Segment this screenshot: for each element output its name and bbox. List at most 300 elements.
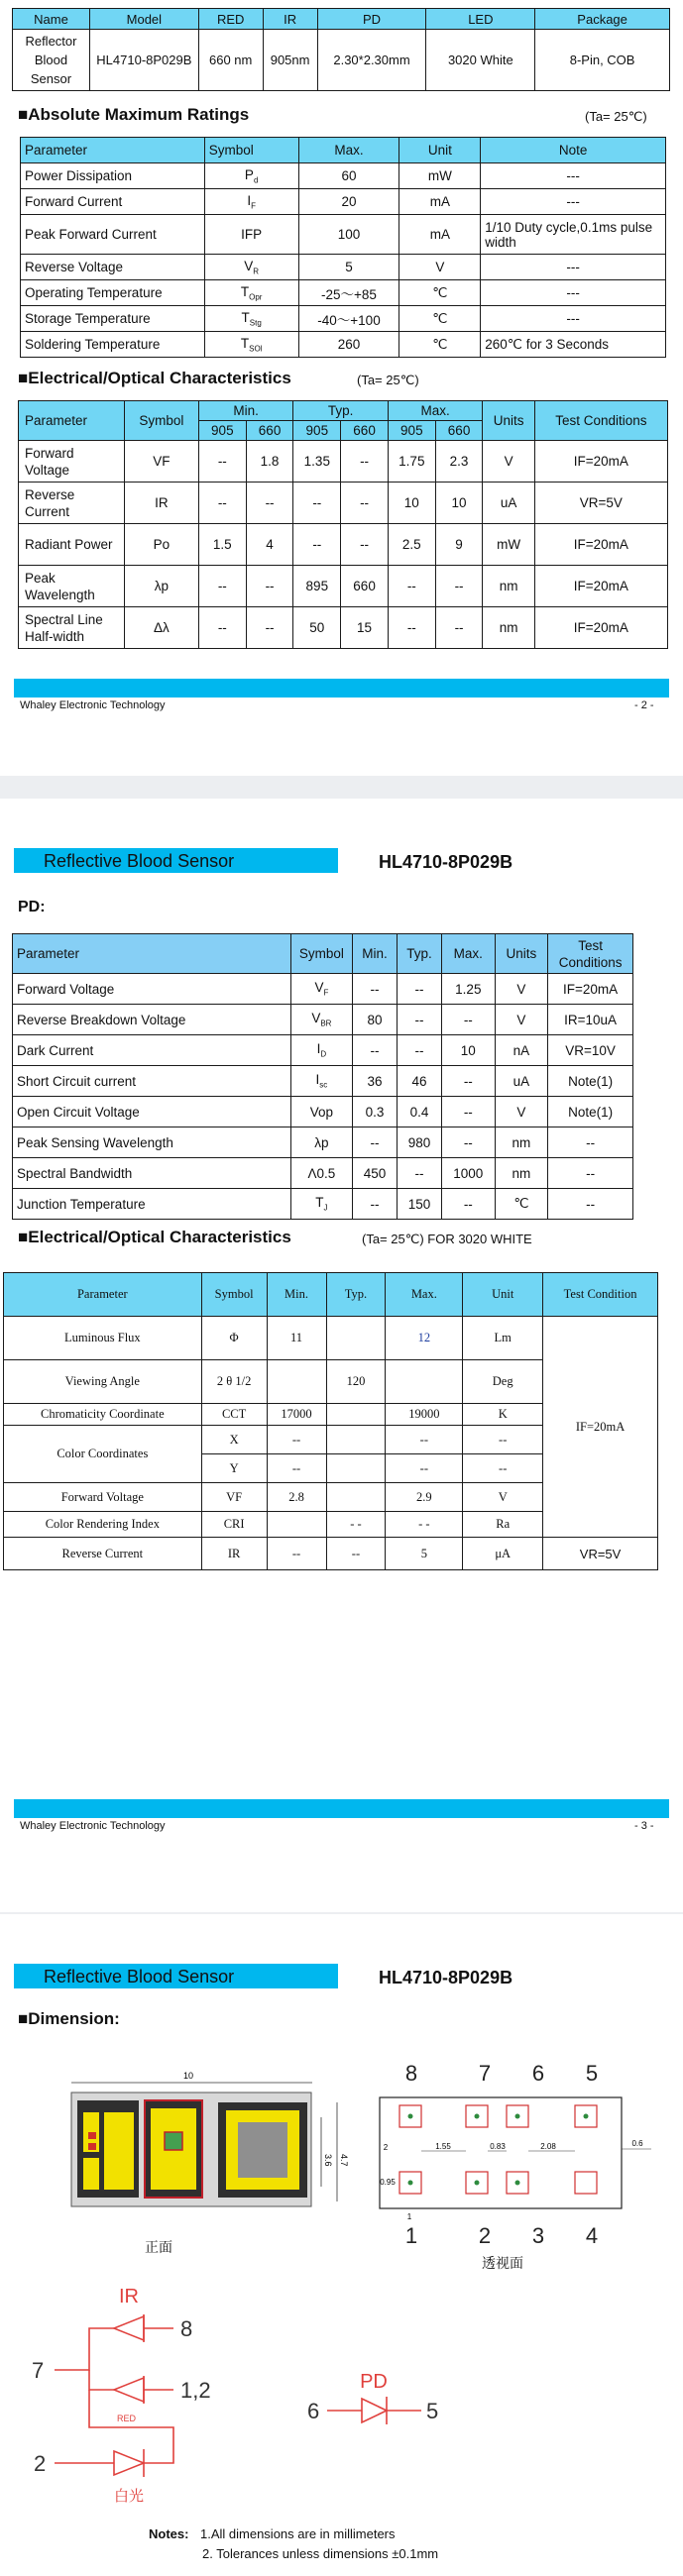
value-cell: 10 [435, 483, 483, 524]
wh-symbol: CRI [201, 1512, 267, 1538]
col-led: LED [426, 9, 535, 30]
cond-cell: IF=20mA [534, 441, 667, 483]
white-label: 白光 [113, 2487, 145, 2505]
pd-h-symbol: Symbol [290, 934, 352, 974]
red-chip [88, 2132, 96, 2139]
param-cell: Open Circuit Voltage [13, 1097, 291, 1127]
unit-cell: V [399, 255, 481, 280]
min-cell: 36 [352, 1066, 397, 1097]
wh-unit: -- [463, 1426, 543, 1454]
value-cell: -- [435, 607, 483, 649]
symbol-cell: λp [124, 566, 198, 607]
notes-label: Notes: [149, 2526, 189, 2541]
wh-h-unit: Unit [463, 1273, 543, 1317]
symbol-subscript: d [253, 175, 259, 185]
dim-0.6-label: 0.6 [631, 2139, 643, 2148]
cond-cell: -- [548, 1189, 633, 1220]
wh-typ [326, 1454, 386, 1483]
wh-h-cond: Test Condition [543, 1273, 658, 1317]
wh-h-typ: Typ. [326, 1273, 386, 1317]
dim-3.6-label: 3.6 [323, 2154, 333, 2167]
page-3 [0, 799, 683, 1912]
unit-cell: V [495, 974, 548, 1005]
typ-cell: -- [398, 1005, 442, 1035]
cond-cell: IR=10uA [548, 1005, 633, 1035]
front-view-drawing [59, 2063, 367, 2221]
wh-symbol: Φ [201, 1317, 267, 1360]
wh-h-max: Max. [386, 1273, 463, 1317]
eo-sub-max-660: 660 [435, 421, 483, 441]
circuit-pin-6: 6 [307, 2399, 320, 2423]
value-cell: -- [198, 566, 246, 607]
abs-h-note: Note [481, 138, 666, 163]
min-cell: -- [352, 1127, 397, 1158]
symbol-subscript: F [323, 988, 329, 998]
via [408, 2114, 413, 2119]
value-cell: -- [198, 441, 246, 483]
circuit-diagram [30, 2281, 466, 2509]
wire [144, 2439, 173, 2463]
value-cell: 1.35 [293, 441, 341, 483]
symbol-cell: IR [124, 483, 198, 524]
table-row [19, 524, 668, 566]
eo-h-param: Parameter [19, 401, 125, 441]
param-cell: Peak Wavelength [19, 566, 125, 607]
min-cell: -- [352, 974, 397, 1005]
param-cell: Forward Current [21, 189, 205, 215]
max-cell: -- [442, 1066, 496, 1097]
param-cell: Peak Sensing Wavelength [13, 1127, 291, 1158]
unit-cell: V [483, 441, 534, 483]
table-row [21, 280, 666, 306]
eo-h-symbol: Symbol [124, 401, 198, 441]
via [475, 2114, 480, 2119]
unit-cell: mW [399, 163, 481, 189]
min-cell: -- [352, 1035, 397, 1066]
value-cell: 4 [246, 524, 293, 566]
footer-bar [14, 1799, 669, 1818]
note-cell: --- [481, 280, 666, 306]
eo-ta: (Ta= 25℃) [357, 373, 419, 387]
dim-1.55-label: 1.55 [435, 2142, 451, 2151]
white-led-table [3, 1272, 658, 1570]
table-row [19, 607, 668, 649]
table-row [13, 1035, 633, 1066]
symbol-cell: $V_R$ [204, 255, 298, 280]
wh-max: 12 [386, 1317, 463, 1360]
eo-h-cond: Test Conditions [534, 401, 667, 441]
max-cell: 60 [298, 163, 399, 189]
cell-pd: 2.30*2.30mm [317, 30, 426, 91]
wh-unit: Lm [463, 1317, 543, 1360]
symbol-cell: $I_{sc}$ [290, 1066, 352, 1097]
wh-param: Color Coordinates [4, 1426, 202, 1483]
pd-diode-icon [362, 2399, 387, 2422]
unit-cell: ℃ [495, 1189, 548, 1220]
max-cell: 100 [298, 215, 399, 255]
unit-cell: mW [483, 524, 534, 566]
back-view-drawing [372, 2053, 659, 2251]
via [584, 2114, 589, 2119]
symbol-subscript: F [251, 201, 256, 211]
cell-package: 8-Pin, COB [535, 30, 670, 91]
abs-max-ta: (Ta= 25℃) [585, 109, 647, 124]
note-cell: --- [481, 306, 666, 332]
wh-cond-if: IF=20mA [543, 1317, 658, 1538]
footer-company: Whaley Electronic Technology [20, 699, 166, 711]
symbol-cell: $T_J$ [290, 1189, 352, 1220]
eo-sub-min-905: 905 [198, 421, 246, 441]
symbol-cell: $T_{Opr}$ [204, 280, 298, 306]
symbol-cell: $P_d$ [204, 163, 298, 189]
param-cell: Radiant Power [19, 524, 125, 566]
cond-cell: IF=20mA [548, 974, 633, 1005]
max-cell: 260 [298, 332, 399, 358]
cond-cell: IF=20mA [534, 524, 667, 566]
max-cell: -40～+100 [298, 306, 399, 332]
header-title-bar: Reflective Blood Sensor [14, 1964, 338, 1988]
value-cell: 1.8 [246, 441, 293, 483]
wh-min: 11 [267, 1317, 326, 1360]
back-view-label: 透视面 [482, 2256, 523, 2272]
table-row [13, 1189, 633, 1220]
symbol-cell: $V_{BR}$ [290, 1005, 352, 1035]
page-2 [0, 0, 683, 776]
note-cell: --- [481, 189, 666, 215]
min-cell: 0.3 [352, 1097, 397, 1127]
product-summary-table [12, 8, 670, 91]
table-row [13, 1066, 633, 1097]
wh-param: Color Rendering Index [4, 1512, 202, 1538]
white-eo-title: ■Electrical/Optical Characteristics [18, 1228, 291, 1246]
wh-typ: -- [326, 1538, 386, 1570]
ir-chip [88, 2143, 96, 2150]
wh-max: - - [386, 1512, 463, 1538]
value-cell: -- [246, 566, 293, 607]
table-row [19, 483, 668, 524]
wh-symbol: IR [201, 1538, 267, 1570]
circuit-pin-5: 5 [426, 2399, 439, 2423]
param-cell: Forward Voltage [19, 441, 125, 483]
dim-10-label: 10 [182, 2071, 194, 2081]
unit-cell: V [495, 1005, 548, 1035]
col-model: Model [89, 9, 198, 30]
symbol-cell: Po [124, 524, 198, 566]
symbol-cell: $T_{Stg}$ [204, 306, 298, 332]
wh-max: 2.9 [386, 1483, 463, 1512]
dimension-title: ■Dimension: [18, 2009, 120, 2028]
typ-cell: -- [398, 974, 442, 1005]
eo-sub-typ-660: 660 [341, 421, 389, 441]
param-cell: Reverse Breakdown Voltage [13, 1005, 291, 1035]
pin-8-label: 8 [404, 2061, 418, 2086]
wh-symbol: VF [201, 1483, 267, 1512]
eo-title: ■Electrical/Optical Characteristics [18, 369, 291, 387]
note-cell: 260℃ for 3 Seconds [481, 332, 666, 358]
pad [104, 2112, 134, 2190]
cell-name: Reflector Blood Sensor [13, 30, 90, 91]
param-cell: Storage Temperature [21, 306, 205, 332]
wh-min: 2.8 [267, 1483, 326, 1512]
param-cell: Spectral Line Half-width [19, 607, 125, 649]
col-pd: PD [317, 9, 426, 30]
cond-cell: -- [548, 1127, 633, 1158]
symbol-cell: VF [124, 441, 198, 483]
cond-cell: Note(1) [548, 1066, 633, 1097]
eo-h-max: Max. [388, 401, 483, 421]
cell-ir: 905nm [263, 30, 317, 91]
value-cell: 15 [341, 607, 389, 649]
wh-typ: - - [326, 1512, 386, 1538]
value-cell: -- [435, 566, 483, 607]
wire [89, 2370, 114, 2390]
circuit-pin-1-2: 1,2 [180, 2378, 211, 2403]
wh-min [267, 1360, 326, 1404]
eo-sub-max-905: 905 [388, 421, 435, 441]
max-cell: -25～+85 [298, 280, 399, 306]
table-row [4, 1317, 658, 1360]
eo-h-min: Min. [198, 401, 293, 421]
via [475, 2181, 480, 2186]
symbol-subscript: J [323, 1203, 328, 1213]
value-cell: -- [293, 483, 341, 524]
cond-cell: IF=20mA [534, 607, 667, 649]
note-cell: --- [481, 255, 666, 280]
eo-table [18, 400, 668, 649]
symbol-cell: $T_{SOl}$ [204, 332, 298, 358]
symbol-cell: IFP [204, 215, 298, 255]
value-cell: 660 [341, 566, 389, 607]
unit-cell: V [495, 1097, 548, 1127]
unit-cell: nm [483, 566, 534, 607]
pd-table [12, 933, 633, 1220]
footer-page-number: - 3 - [634, 1820, 654, 1832]
wh-h-min: Min. [267, 1273, 326, 1317]
param-cell: Reverse Voltage [21, 255, 205, 280]
wh-unit: Ra [463, 1512, 543, 1538]
wh-max: 19000 [386, 1404, 463, 1426]
unit-cell: nm [495, 1127, 548, 1158]
note-1: 1.All dimensions are in millimeters [200, 2526, 396, 2541]
value-cell: -- [246, 483, 293, 524]
value-cell: -- [198, 483, 246, 524]
max-cell: -- [442, 1097, 496, 1127]
circuit-pin-8: 8 [180, 2316, 193, 2341]
ir-diode-icon [114, 2316, 144, 2340]
typ-cell: 46 [398, 1066, 442, 1097]
footer-company: Whaley Electronic Technology [20, 1820, 166, 1832]
abs-h-max: Max. [298, 138, 399, 163]
min-cell: 450 [352, 1158, 397, 1189]
value-cell: -- [341, 524, 389, 566]
value-cell: 2.3 [435, 441, 483, 483]
abs-max-table [20, 137, 666, 358]
symbol-cell: Δλ [124, 607, 198, 649]
value-cell: 10 [388, 483, 435, 524]
wh-cond-vr: VR=5V [543, 1538, 658, 1570]
eo-sub-min-660: 660 [246, 421, 293, 441]
footer-page-number: - 2 - [634, 699, 654, 711]
eo-h-typ: Typ. [293, 401, 389, 421]
red-diode-icon [114, 2378, 144, 2402]
via [408, 2181, 413, 2186]
wh-param: Viewing Angle [4, 1360, 202, 1404]
pd-circuit-label: PD [360, 2371, 388, 2393]
unit-cell: nm [495, 1158, 548, 1189]
unit-cell: uA [483, 483, 534, 524]
pad-4 [575, 2172, 597, 2194]
cell-led: 3020 White [426, 30, 535, 91]
dim-4.7-label: 4.7 [339, 2154, 349, 2167]
cond-cell: VR=10V [548, 1035, 633, 1066]
col-ir: IR [263, 9, 317, 30]
table-row [21, 306, 666, 332]
symbol-cell: $I_D$ [290, 1035, 352, 1066]
table-row [13, 1158, 633, 1189]
typ-cell: -- [398, 1158, 442, 1189]
pd-chip [238, 2122, 287, 2178]
wh-unit: Deg [463, 1360, 543, 1404]
wh-min: -- [267, 1454, 326, 1483]
value-cell: -- [388, 566, 435, 607]
param-cell: Peak Forward Current [21, 215, 205, 255]
note-cell: --- [481, 163, 666, 189]
typ-cell: 0.4 [398, 1097, 442, 1127]
symbol-subscript: Opr [249, 292, 263, 302]
unit-cell: ℃ [399, 332, 481, 358]
eo-sub-typ-905: 905 [293, 421, 341, 441]
abs-h-unit: Unit [399, 138, 481, 163]
param-cell: Spectral Bandwidth [13, 1158, 291, 1189]
symbol-cell: $I_F$ [204, 189, 298, 215]
pd-h-param: Parameter [13, 934, 291, 974]
page-gap [0, 776, 683, 799]
cond-cell: Note(1) [548, 1097, 633, 1127]
pin-7-label: 7 [478, 2061, 492, 2086]
pad [83, 2158, 99, 2190]
header-model: HL4710-8P029B [379, 1968, 513, 1987]
wh-unit: μA [463, 1538, 543, 1570]
value-cell: 1.75 [388, 441, 435, 483]
ir-label: IR [119, 2286, 139, 2308]
pd-label: PD: [18, 899, 46, 915]
wh-min: 17000 [267, 1404, 326, 1426]
table-row [13, 1127, 633, 1158]
dim-2-label: 2 [383, 2143, 389, 2152]
symbol-cell: λp [290, 1127, 352, 1158]
wh-unit: -- [463, 1454, 543, 1483]
max-cell: 1000 [442, 1158, 496, 1189]
max-cell: 20 [298, 189, 399, 215]
col-red: RED [198, 9, 263, 30]
symbol-subscript: Stg [249, 318, 262, 328]
value-cell: -- [198, 607, 246, 649]
wh-max: 5 [386, 1538, 463, 1570]
max-cell: -- [442, 1005, 496, 1035]
pin-6-label: 6 [531, 2061, 545, 2086]
param-cell: Power Dissipation [21, 163, 205, 189]
circuit-pin-7: 7 [32, 2358, 45, 2383]
footer-bar [14, 679, 669, 698]
pd-h-min: Min. [352, 934, 397, 974]
pin-5-label: 5 [585, 2061, 599, 2086]
wh-min [267, 1512, 326, 1538]
wh-unit: V [463, 1483, 543, 1512]
wh-symbol: Y [201, 1454, 267, 1483]
wh-symbol: 2 θ 1/2 [201, 1360, 267, 1404]
max-cell: 1.25 [442, 974, 496, 1005]
table-row [19, 441, 668, 483]
wh-max: -- [386, 1454, 463, 1483]
symbol-subscript: sc [319, 1080, 328, 1090]
table-row [21, 255, 666, 280]
dim-0.83-label: 0.83 [490, 2142, 506, 2151]
col-name: Name [13, 9, 90, 30]
value-cell: -- [246, 607, 293, 649]
unit-cell: ℃ [399, 306, 481, 332]
value-cell: -- [341, 483, 389, 524]
white-led-chip [165, 2132, 182, 2150]
min-cell: -- [352, 1189, 397, 1220]
wh-unit: K [463, 1404, 543, 1426]
table-row [4, 1538, 658, 1570]
circuit-pin-2: 2 [34, 2451, 47, 2476]
pd-h-cond: Test Conditions [548, 934, 633, 974]
wh-min: -- [267, 1426, 326, 1454]
typ-cell: -- [398, 1035, 442, 1066]
symbol-subscript: D [320, 1049, 327, 1059]
cell-red: 660 nm [198, 30, 263, 91]
wh-typ [326, 1483, 386, 1512]
note-2: 2. Tolerances unless dimensions ±0.1mm [202, 2546, 439, 2561]
wh-symbol: X [201, 1426, 267, 1454]
param-cell: Dark Current [13, 1035, 291, 1066]
wh-param: Luminous Flux [4, 1317, 202, 1360]
value-cell: -- [341, 441, 389, 483]
wh-max: -- [386, 1426, 463, 1454]
red-label: RED [117, 2414, 137, 2423]
white-diode-icon [114, 2451, 144, 2475]
front-view-label: 正面 [145, 2240, 172, 2256]
via [515, 2181, 520, 2186]
max-cell: -- [442, 1127, 496, 1158]
header-title-bar: Reflective Blood Sensor [14, 848, 338, 873]
table-row [19, 566, 668, 607]
wh-typ: 120 [326, 1360, 386, 1404]
value-cell: 50 [293, 607, 341, 649]
cond-cell: IF=20mA [534, 566, 667, 607]
dim-2.08-label: 2.08 [540, 2142, 556, 2151]
wh-h-symbol: Symbol [201, 1273, 267, 1317]
value-cell: -- [293, 524, 341, 566]
symbol-cell: $V_F$ [290, 974, 352, 1005]
table-row [13, 1005, 633, 1035]
symbol-cell: Λ0.5 [290, 1158, 352, 1189]
symbol-subscript: R [253, 267, 260, 276]
pin-2-label: 2 [478, 2223, 492, 2248]
unit-cell: nm [483, 607, 534, 649]
max-cell: 10 [442, 1035, 496, 1066]
max-cell: 5 [298, 255, 399, 280]
unit-cell: ℃ [399, 280, 481, 306]
table-row [21, 215, 666, 255]
wh-param: Forward Voltage [4, 1483, 202, 1512]
pd-h-typ: Typ. [398, 934, 442, 974]
wh-typ [326, 1404, 386, 1426]
dim-0.95-label: 0.95 [380, 2178, 396, 2187]
abs-h-symbol: Symbol [204, 138, 298, 163]
param-cell: Junction Temperature [13, 1189, 291, 1220]
